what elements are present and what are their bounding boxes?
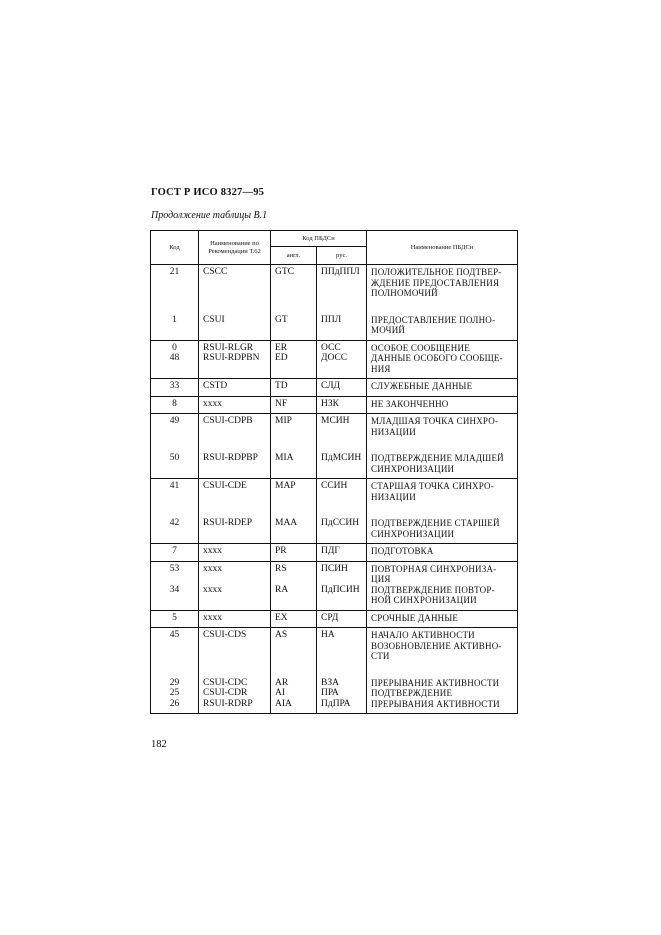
eng-value: MAA [275, 518, 298, 528]
table-row [151, 396, 518, 414]
code-value: 53 [169, 563, 180, 574]
eng-code-cell [271, 340, 317, 379]
rec-name-cell [199, 544, 271, 562]
name-line: ДАННЫЕ ОСОБОГО СООБЩЕ- [371, 353, 503, 363]
pbdsn-name-cell [367, 628, 518, 714]
rec-value: CSUI-CDS [203, 630, 247, 640]
row-gap [203, 662, 270, 678]
rus-value: МСИН [321, 416, 350, 426]
rec-value: RSUI-RDPBN [203, 353, 260, 363]
name-line: СТАРШАЯ ТОЧКА СИНХРО- [371, 481, 494, 491]
pbdsn-name-cell [367, 396, 518, 414]
filler-line [203, 288, 270, 299]
header-pbdsn-code: Код ПБДСн [271, 231, 367, 247]
row-gap [371, 299, 515, 315]
code-cell [151, 396, 199, 414]
filler-line [151, 595, 198, 606]
name-line: СРОЧНЫЕ ДАННЫЕ [371, 612, 459, 623]
rus-code-cell [317, 544, 367, 562]
filler-line [151, 325, 198, 336]
filler-line [275, 278, 316, 289]
row-gap [371, 437, 515, 453]
rec-value: CSUI [203, 314, 225, 325]
filler-line [151, 641, 198, 652]
rus-value: ПСИН [321, 563, 348, 574]
eng-value: GT [275, 314, 288, 325]
filler-line [151, 529, 198, 540]
filler-line [151, 427, 198, 438]
rus-code-cell [317, 628, 367, 714]
rec-value: RSUI-RDRP [203, 698, 253, 709]
eng-code-cell [271, 610, 317, 628]
header-name-rec: Наименование по Рекомендации Т.62 [199, 231, 271, 265]
row-gap [275, 502, 316, 518]
rec-name-cell [199, 340, 271, 379]
filler-line [321, 529, 366, 540]
eng-value: AR [275, 677, 289, 688]
table-row [151, 414, 518, 479]
code-cell [151, 414, 199, 479]
row-gap [151, 662, 198, 678]
eng-value: ER [275, 342, 288, 353]
name-line: НАЧАЛО АКТИВНОСТИ [371, 630, 475, 640]
rec-name-cell [199, 414, 271, 479]
eng-value: MAP [275, 481, 296, 491]
filler-line [151, 364, 198, 375]
name-line: НИЗАЦИИ [371, 491, 416, 502]
pbdsn-name-cell [367, 610, 518, 628]
filler-line [321, 641, 366, 652]
header-rus: рус. [317, 247, 367, 265]
rus-code-cell [317, 479, 367, 544]
filler-line [203, 529, 270, 540]
filler-line [151, 464, 198, 475]
filler-line [275, 464, 316, 475]
header-name-pbdsn: Наименование ПБДСн [367, 231, 518, 265]
filler-line [321, 595, 366, 606]
rec-name-cell [199, 379, 271, 397]
row-gap [275, 299, 316, 315]
eng-value: ED [275, 353, 288, 363]
rec-value: xxxx [203, 563, 222, 574]
eng-code-cell [271, 396, 317, 414]
code-cell [151, 628, 199, 714]
code-value: 45 [169, 630, 180, 640]
code-table [150, 230, 518, 714]
eng-code-cell [271, 379, 317, 397]
filler-line [151, 651, 198, 662]
eng-value: TD [275, 381, 288, 391]
rus-value: ССИН [321, 481, 348, 491]
code-value: 1 [172, 314, 177, 325]
code-value: 42 [169, 518, 180, 528]
table-row [151, 628, 518, 714]
header-code: Код [151, 231, 199, 265]
rec-value: RSUI-RDPBP [203, 453, 258, 463]
filler-line [151, 574, 198, 585]
name-line: ПОДТВЕРЖДЕНИЕ ПОВТОР- [371, 584, 495, 595]
name-line: НОЙ СИНХРОНИЗАЦИИ [371, 595, 477, 605]
row-gap [203, 502, 270, 518]
name-line: НИЗАЦИИ [371, 426, 416, 437]
rec-name-cell [199, 479, 271, 544]
page-number: 182 [151, 739, 167, 750]
rec-value: CSTD [203, 381, 228, 391]
filler-line [275, 574, 316, 585]
eng-code-cell [271, 544, 317, 562]
rus-value: СРД [321, 612, 339, 623]
filler-line [203, 595, 270, 606]
filler-line [275, 595, 316, 606]
rec-value: xxxx [203, 612, 222, 623]
eng-value: EX [275, 612, 288, 623]
filler-line [321, 288, 366, 299]
rus-value: НЗК [321, 398, 339, 409]
rec-name-cell [199, 396, 271, 414]
filler-line [321, 574, 366, 585]
eng-code-cell [271, 479, 317, 544]
rus-code-cell [317, 610, 367, 628]
filler-line [275, 651, 316, 662]
name-line: ПРЕРЫВАНИЕ АКТИВНОСТИ [371, 677, 500, 688]
rus-code-cell [317, 396, 367, 414]
table-continuation-caption: Продолжение таблицы В.1 [151, 210, 268, 221]
code-value: 41 [169, 481, 180, 491]
row-gap [371, 662, 515, 678]
code-cell [151, 561, 199, 610]
row-gap [203, 299, 270, 315]
table-row [151, 544, 518, 562]
name-line: ПОДТВЕРЖДЕНИЕ [371, 688, 453, 698]
row-gap [275, 437, 316, 453]
table-body [151, 265, 518, 714]
rec-value: CSUI-CDR [203, 688, 248, 698]
code-value: 8 [172, 398, 177, 409]
rus-value: ПдПСИН [321, 584, 360, 595]
eng-value: NF [275, 398, 288, 409]
name-line: ПОЛНОМОЧИЙ [371, 288, 438, 298]
code-cell [151, 379, 199, 397]
table-row [151, 479, 518, 544]
code-cell [151, 340, 199, 379]
rus-value: ПдССИН [321, 518, 360, 528]
code-cell [151, 610, 199, 628]
row-gap [151, 437, 198, 453]
filler-line [203, 574, 270, 585]
rec-value: xxxx [203, 546, 222, 556]
filler-line [203, 641, 270, 652]
table-row [151, 561, 518, 610]
rec-value: xxxx [203, 398, 222, 409]
name-line: НЕ ЗАКОНЧЕННО [371, 398, 449, 409]
filler-line [151, 492, 198, 503]
name-line: ОСОБОЕ СООБЩЕНИЕ [371, 342, 470, 353]
pbdsn-name-cell [367, 340, 518, 379]
rec-name-cell [199, 561, 271, 610]
table-row [151, 610, 518, 628]
filler-line [321, 492, 366, 503]
rus-value: ППдППЛ [321, 267, 360, 277]
filler-line [321, 278, 366, 289]
pbdsn-name-cell [367, 265, 518, 341]
code-value: 21 [169, 267, 180, 277]
rus-value: ПРА [321, 688, 339, 698]
eng-value: RA [275, 584, 289, 595]
eng-value: PR [275, 546, 287, 556]
eng-value: AIA [275, 698, 292, 709]
code-value: 5 [172, 612, 177, 623]
filler-line [203, 364, 270, 375]
rec-value: CSUI-CDE [203, 481, 247, 491]
rus-value: СЛД [321, 381, 341, 391]
code-value: 33 [169, 381, 180, 391]
name-line: ПРЕДОСТАВЛЕНИЕ ПОЛНО- [371, 314, 496, 325]
pbdsn-name-cell [367, 561, 518, 610]
filler-line [151, 288, 198, 299]
name-line: СИНХРОНИЗАЦИИ [371, 463, 455, 474]
eng-code-cell [271, 561, 317, 610]
filler-line [151, 278, 198, 289]
pbdsn-name-cell [367, 479, 518, 544]
filler-line [321, 464, 366, 475]
rus-code-cell [317, 379, 367, 397]
rus-code-cell [317, 414, 367, 479]
code-value: 48 [169, 353, 180, 363]
code-value: 50 [169, 453, 180, 463]
eng-value: MIA [275, 453, 294, 463]
name-line: СТИ [371, 651, 390, 661]
name-line: ПОДГОТОВКА [371, 546, 434, 556]
name-line: ПОВТОРНАЯ СИНХРОНИЗА- [371, 563, 497, 574]
header-eng: англ. [271, 247, 317, 265]
eng-value: AS [275, 630, 288, 640]
table-row [151, 379, 518, 397]
rus-value: НА [321, 630, 335, 640]
rus-code-cell [317, 265, 367, 341]
filler-line [203, 492, 270, 503]
code-value: 0 [172, 342, 177, 353]
code-value: 49 [169, 416, 180, 426]
rec-value: RSUI-RDEP [203, 518, 253, 528]
row-gap [151, 502, 198, 518]
filler-line [203, 278, 270, 289]
name-line: ВОЗОБНОВЛЕНИЕ АКТИВНО- [371, 640, 502, 651]
rec-name-cell [199, 628, 271, 714]
filler-line [203, 325, 270, 336]
name-line: ПРЕРЫВАНИЯ АКТИВНОСТИ [371, 698, 500, 709]
eng-value: GTC [275, 267, 294, 277]
filler-line [275, 529, 316, 540]
table-row [151, 340, 518, 379]
eng-value: AI [275, 688, 286, 698]
code-value: 25 [169, 688, 180, 698]
pbdsn-name-cell [367, 414, 518, 479]
filler-line [275, 325, 316, 336]
code-value: 7 [172, 546, 177, 556]
filler-line [275, 364, 316, 375]
rec-name-cell [199, 610, 271, 628]
row-gap [371, 502, 515, 518]
filler-line [275, 641, 316, 652]
name-line: ЦИЯ [371, 574, 391, 584]
eng-code-cell [271, 414, 317, 479]
code-value: 26 [169, 698, 180, 709]
code-cell [151, 544, 199, 562]
row-gap [321, 502, 366, 518]
filler-line [275, 492, 316, 503]
rus-value: ППЛ [321, 314, 342, 325]
eng-code-cell [271, 628, 317, 714]
name-line: МЛАДШАЯ ТОЧКА СИНХРО- [371, 416, 499, 426]
name-line: ПОДТВЕРЖДЕНИЕ СТАРШЕЙ [371, 518, 500, 528]
document-title: ГОСТ Р ИСО 8327—95 [151, 187, 265, 198]
eng-value: MIP [275, 416, 292, 426]
code-cell [151, 479, 199, 544]
row-gap [321, 662, 366, 678]
pbdsn-name-cell [367, 379, 518, 397]
filler-line [275, 427, 316, 438]
filler-line [321, 651, 366, 662]
rus-value: ВЗА [321, 677, 339, 688]
rus-value: ПДГ [321, 546, 340, 556]
rec-value: xxxx [203, 584, 222, 595]
name-line: СЛУЖЕБНЫЕ ДАННЫЕ [371, 381, 473, 391]
rec-value: CSUI-CDPB [203, 416, 253, 426]
eng-code-cell [271, 265, 317, 341]
row-gap [321, 437, 366, 453]
rus-value: ОСС [321, 342, 341, 353]
row-gap [275, 662, 316, 678]
rus-value: ПдПРА [321, 698, 351, 709]
row-gap [151, 299, 198, 315]
name-line: НИЯ [371, 363, 391, 374]
rus-value: ПдМСИН [321, 453, 362, 463]
rec-value: CSCC [203, 267, 228, 277]
filler-line [203, 651, 270, 662]
filler-line [203, 464, 270, 475]
filler-line [203, 427, 270, 438]
code-value: 34 [169, 584, 180, 595]
name-line: ЖДЕНИЕ ПРЕДОСТАВЛЕНИЯ [371, 277, 500, 288]
row-gap [203, 437, 270, 453]
rus-value: ДОСС [321, 353, 348, 363]
pbdsn-name-cell [367, 544, 518, 562]
filler-line [321, 325, 366, 336]
rec-value: RSUI-RLGR [203, 342, 254, 353]
name-line: ПОЛОЖИТЕЛЬНОЕ ПОДТВЕР- [371, 267, 502, 277]
code-value: 29 [169, 677, 180, 688]
code-cell [151, 265, 199, 341]
rus-code-cell [317, 340, 367, 379]
rec-value: CSUI-CDC [203, 677, 248, 688]
rus-code-cell [317, 561, 367, 610]
name-line: МОЧИЙ [371, 325, 406, 335]
filler-line [321, 364, 366, 375]
table-row [151, 265, 518, 341]
name-line: ПОДТВЕРЖДЕНИЕ МЛАДШЕЙ [371, 453, 504, 463]
filler-line [275, 288, 316, 299]
rec-name-cell [199, 265, 271, 341]
name-line: СИНХРОНИЗАЦИИ [371, 528, 455, 539]
eng-value: RS [275, 563, 287, 574]
row-gap [321, 299, 366, 315]
filler-line [321, 427, 366, 438]
